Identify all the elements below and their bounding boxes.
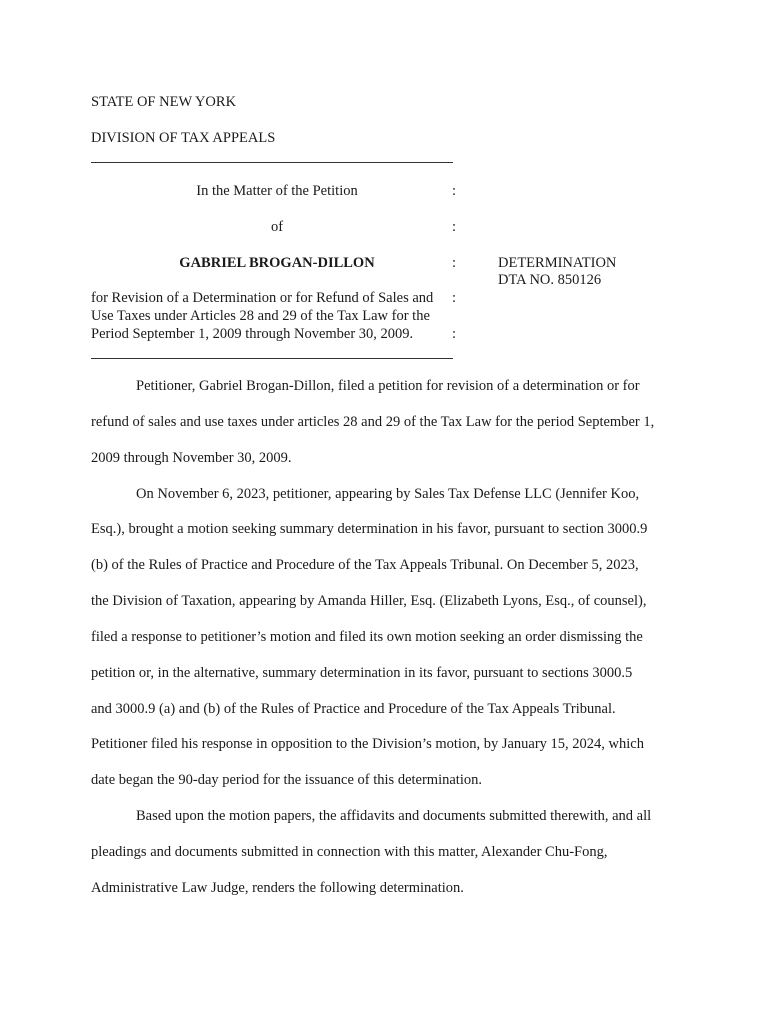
caption-colon: : xyxy=(452,183,457,199)
body-line: refund of sales and use taxes under articles 28 and 29 of the Tax Law for the period September 1, xyxy=(91,414,655,430)
caption-revision-line-3: Period September 1, 2009 through November 30, 2009. xyxy=(91,326,414,342)
caption-top-rule xyxy=(91,162,453,163)
body-line: (b) of the Rules of Practice and Procedure of the Tax Appeals Tribunal. On December 5, 2023, xyxy=(91,557,639,573)
caption-colon: : xyxy=(452,255,457,271)
body-line: Petitioner filed his response in opposition to the Division’s motion, by January 15, 2024, which xyxy=(91,736,644,752)
body-line: filed a response to petitioner’s motion and filed its own motion seeking an order dismissing the xyxy=(91,629,643,645)
state-heading: STATE OF NEW YORK xyxy=(91,94,237,110)
caption-revision-line-2: Use Taxes under Articles 28 and 29 of the Tax Law for the xyxy=(91,308,430,324)
body-line: Administrative Law Judge, renders the following determination. xyxy=(91,880,464,896)
document-type: DETERMINATION xyxy=(498,255,617,271)
caption-of: of xyxy=(270,219,284,235)
body-line: 2009 through November 30, 2009. xyxy=(91,450,292,466)
body-line: the Division of Taxation, appearing by Amanda Hiller, Esq. (Elizabeth Lyons, Esq., of counsel), xyxy=(91,593,647,609)
body-line: Based upon the motion papers, the affidavits and documents submitted therewith, and all xyxy=(136,808,652,824)
body-line: and 3000.9 (a) and (b) of the Rules of Practice and Procedure of the Tax Appeals Tribunal. xyxy=(91,701,616,717)
body-line: On November 6, 2023, petitioner, appearing by Sales Tax Defense LLC (Jennifer Koo, xyxy=(136,486,640,502)
caption-matter: In the Matter of the Petition xyxy=(196,183,358,199)
body-line: Esq.), brought a motion seeking summary determination in his favor, pursuant to section 3000.9 xyxy=(91,521,648,537)
body-line: Petitioner, Gabriel Brogan-Dillon, filed a petition for revision of a determination or for xyxy=(136,378,640,394)
caption-colon: : xyxy=(452,219,457,235)
body-line: petition or, in the alternative, summary determination in its favor, pursuant to sections 3000.5 xyxy=(91,665,633,681)
caption-colon: : xyxy=(452,290,457,306)
caption-revision-line-1: for Revision of a Determination or for Refund of Sales and xyxy=(91,290,434,306)
dta-number: DTA NO. 850126 xyxy=(498,272,602,288)
body-line: pleadings and documents submitted in connection with this matter, Alexander Chu-Fong, xyxy=(91,844,608,860)
body-line: date began the 90-day period for the issuance of this determination. xyxy=(91,772,482,788)
caption-colon: : xyxy=(452,326,457,342)
petitioner-name: GABRIEL BROGAN-DILLON xyxy=(179,255,375,271)
caption-bottom-rule xyxy=(91,358,453,359)
division-heading: DIVISION OF TAX APPEALS xyxy=(91,130,276,146)
